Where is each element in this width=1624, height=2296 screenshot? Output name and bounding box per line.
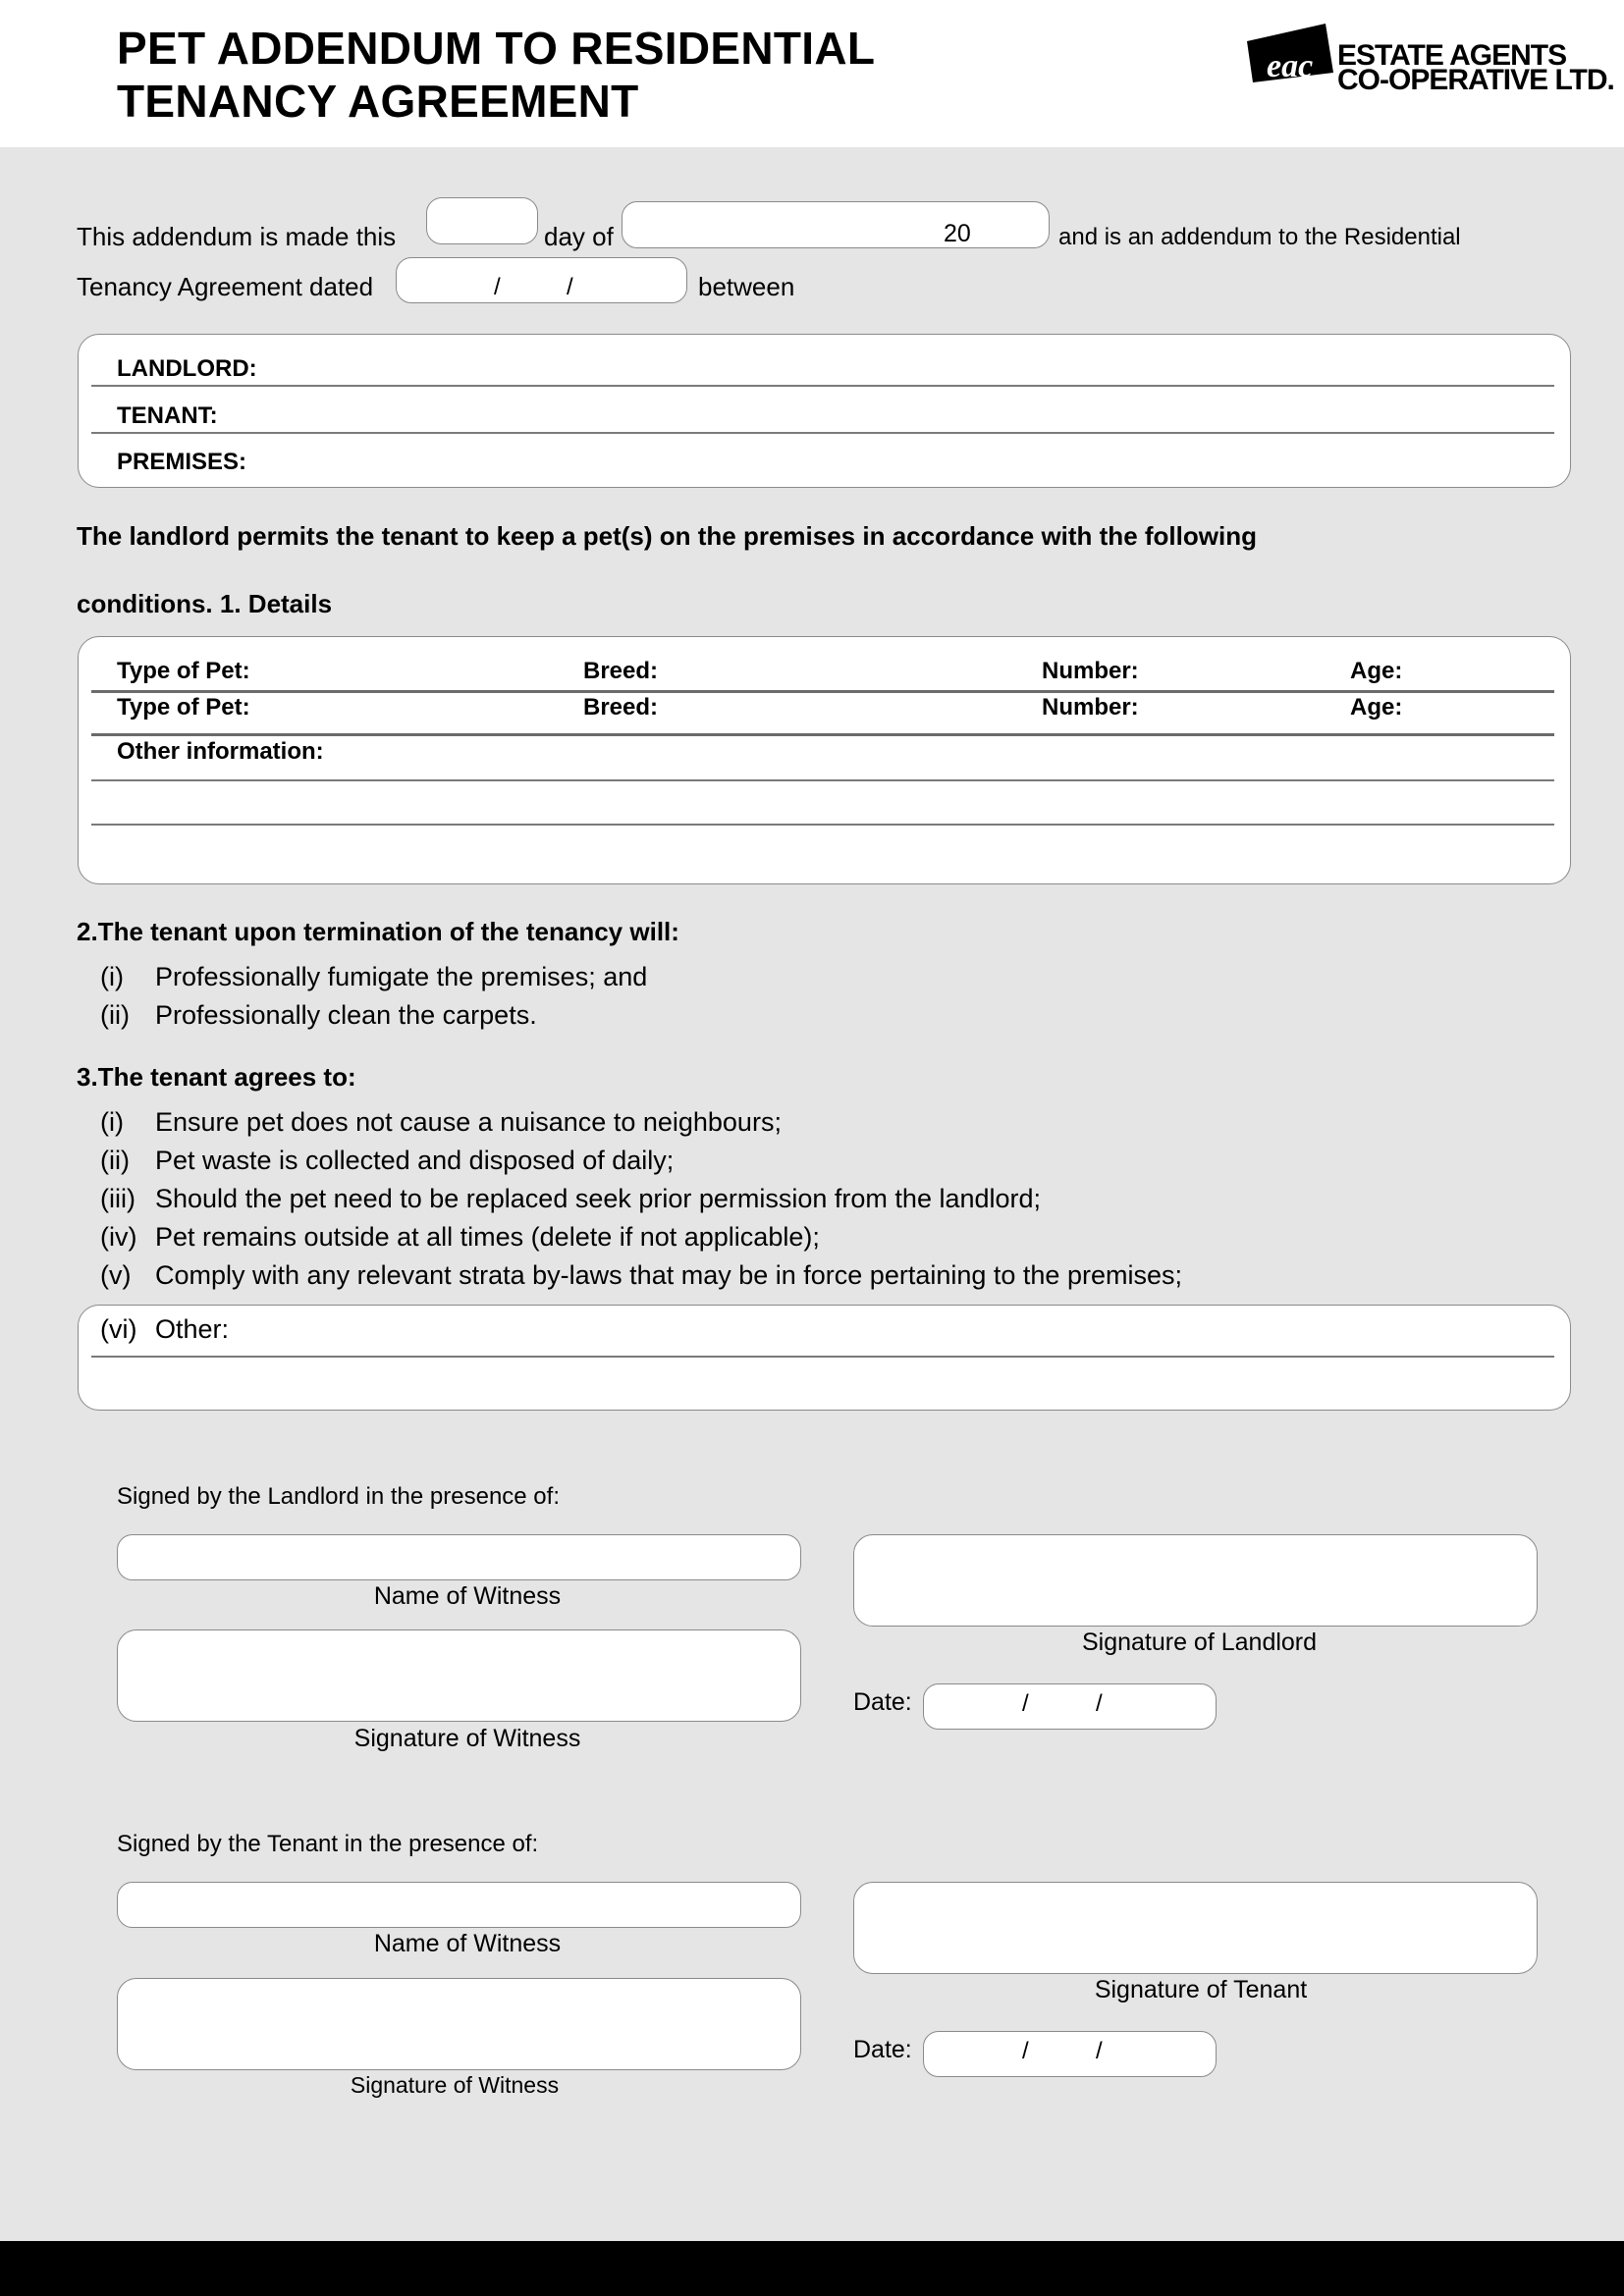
logo-text (1337, 39, 1614, 96)
intro-made-this: This addendum is made this (77, 222, 397, 251)
date-sep-2: / (567, 274, 573, 300)
landlord-signature-caption: Signature of Landlord (1081, 1629, 1318, 1656)
logo-mark-icon (1243, 20, 1341, 86)
section-2-item-2: Professionally clean the carpets. (155, 1000, 537, 1030)
section-2-item-1-num: (i) (100, 962, 124, 991)
tenant-sign-heading: Signed by the Tenant in the presence of: (117, 1831, 539, 1857)
section-3-item-4: Pet remains outside at all times (delete if not applicable); (155, 1222, 820, 1252)
section-3-item-3-num: (iii) (100, 1184, 135, 1213)
section-3-item-1-num: (i) (100, 1107, 124, 1137)
tenant-signature-caption: Signature of Tenant (1094, 1976, 1308, 2003)
type-of-pet-label-1: Type of Pet: (117, 658, 250, 684)
section-2-item-2-num: (ii) (100, 1000, 130, 1030)
permit-line-2: conditions. 1. Details (77, 589, 333, 618)
section-2-heading: 2.The tenant upon termination of the tenancy will: (77, 917, 679, 946)
pet-row-1-line[interactable] (91, 690, 1554, 693)
month-year-field[interactable] (622, 201, 1050, 248)
tenant-date-field[interactable] (923, 2031, 1217, 2077)
logo-line-1: ESTATE AGENTS (1337, 39, 1567, 72)
logo-mark-text: eac (1267, 48, 1314, 84)
age-label-1: Age: (1350, 658, 1403, 684)
section-3-item-5: Comply with any relevant strata by-laws that may be in force pertaining to the premises; (155, 1260, 1182, 1290)
section-3-item-4-num: (iv) (100, 1222, 137, 1252)
tenant-line[interactable] (91, 432, 1554, 434)
year-prefix: 20 (944, 220, 971, 247)
tenant-date-sep-1: / (1022, 2038, 1029, 2064)
landlord-date-field[interactable] (923, 1683, 1217, 1730)
tenant-witness-signature-field[interactable] (117, 1978, 801, 2070)
landlord-witness-signature-caption: Signature of Witness (353, 1725, 581, 1752)
landlord-date-sep-1: / (1022, 1690, 1029, 1717)
section-3-heading: 3.The tenant agrees to: (77, 1062, 356, 1092)
tenant-label: TENANT: (117, 402, 218, 429)
title-line-2: TENANCY AGREEMENT (117, 76, 639, 127)
landlord-date-label: Date: (853, 1688, 912, 1716)
landlord-witness-name-caption: Name of Witness (373, 1582, 562, 1610)
landlord-signature-field[interactable] (853, 1534, 1538, 1627)
other-condition-line[interactable] (91, 1356, 1554, 1358)
number-label-2: Number: (1042, 694, 1139, 721)
tenant-witness-name-caption: Name of Witness (373, 1930, 562, 1957)
landlord-line[interactable] (91, 385, 1554, 387)
section-2-item-1: Professionally fumigate the premises; and (155, 962, 648, 991)
parties-box (78, 334, 1571, 488)
tenant-witness-signature-caption: Signature of Witness (350, 2072, 560, 2098)
intro-dated: Tenancy Agreement dated (77, 272, 374, 301)
landlord-witness-name-field[interactable] (117, 1534, 801, 1580)
section-3-item-5-num: (v) (100, 1260, 132, 1290)
intro-between: between (698, 272, 795, 301)
tenant-date-sep-2: / (1096, 2038, 1103, 2064)
type-of-pet-label-2: Type of Pet: (117, 694, 250, 721)
title-line-1: PET ADDENDUM TO RESIDENTIAL (117, 23, 876, 74)
day-field[interactable] (426, 197, 538, 244)
logo-line-2: CO-OPERATIVE LTD. (1337, 64, 1614, 96)
pet-row-2-line[interactable] (91, 733, 1554, 736)
other-conditions-box (78, 1305, 1571, 1411)
tenant-witness-name-field[interactable] (117, 1882, 801, 1928)
intro-is-addendum: and is an addendum to the Residential (1058, 224, 1461, 250)
landlord-sign-heading: Signed by the Landlord in the presence of: (117, 1483, 560, 1510)
company-logo (1243, 20, 1614, 96)
premises-label: PREMISES: (117, 449, 247, 475)
section-3-item-2-num: (ii) (100, 1146, 130, 1175)
section-3-item-3: Should the pet need to be replaced seek prior permission from the landlord; (155, 1184, 1042, 1213)
landlord-date-sep-2: / (1096, 1690, 1103, 1717)
date-sep-1: / (494, 274, 501, 300)
breed-label-2: Breed: (583, 694, 659, 721)
other-info-line-2[interactable] (91, 824, 1554, 826)
tenant-signature-field[interactable] (853, 1882, 1538, 1974)
other-information-label: Other information: (117, 738, 324, 765)
other-info-line-1[interactable] (91, 779, 1554, 781)
intro-day-of: day of (544, 222, 614, 251)
age-label-2: Age: (1350, 694, 1403, 721)
section-3-other-num: (vi) (100, 1314, 137, 1344)
number-label-1: Number: (1042, 658, 1139, 684)
landlord-label: LANDLORD: (117, 355, 257, 382)
permit-line-1: The landlord permits the tenant to keep a pet(s) on the premises in accordance with the following (77, 521, 1257, 551)
section-3-item-2: Pet waste is collected and disposed of daily; (155, 1146, 675, 1175)
section-3-item-1: Ensure pet does not cause a nuisance to neighbours; (155, 1107, 782, 1137)
tenant-date-label: Date: (853, 2036, 912, 2063)
footer-bar (0, 2241, 1624, 2296)
page-title (117, 22, 875, 128)
breed-label-1: Breed: (583, 658, 659, 684)
landlord-witness-signature-field[interactable] (117, 1629, 801, 1722)
agreement-date-field[interactable] (396, 257, 687, 303)
page-header (0, 0, 1624, 147)
section-3-other-label: Other: (155, 1314, 230, 1344)
